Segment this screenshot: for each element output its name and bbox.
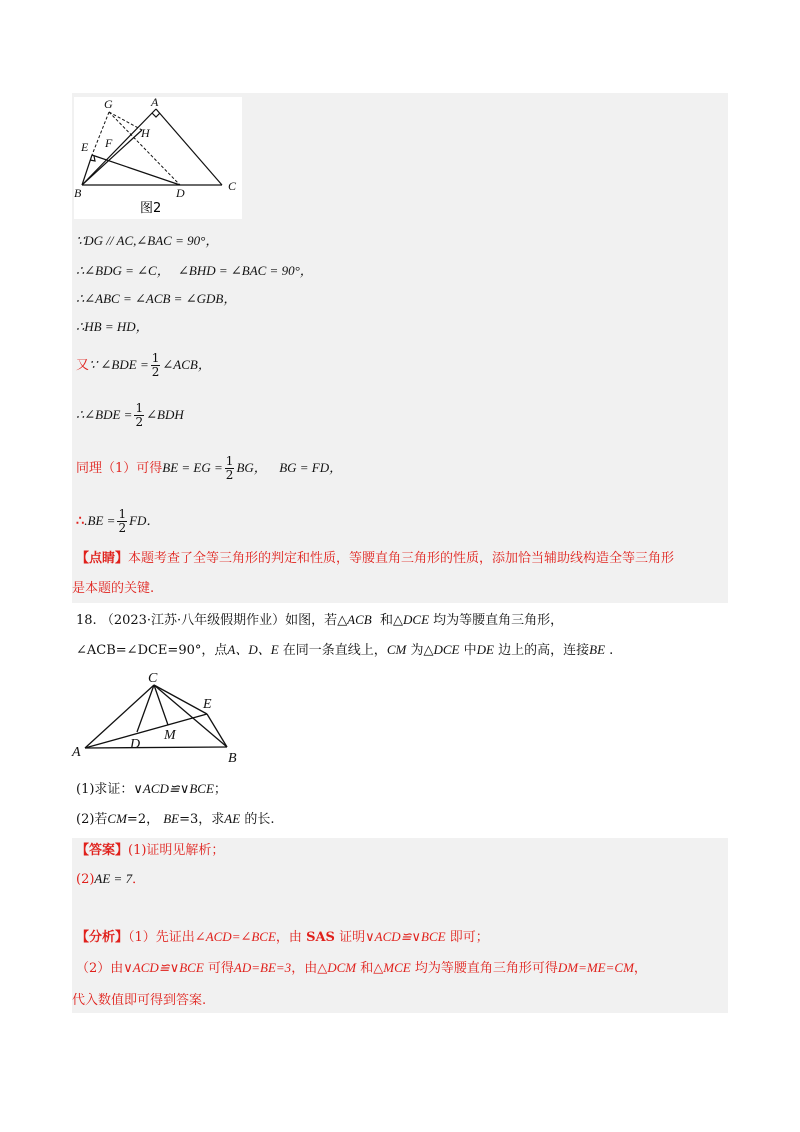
comment-line-1 <box>76 550 674 568</box>
part2-f: AE <box>224 811 241 826</box>
question-18-part-1 <box>76 780 227 799</box>
part2-c: =2， <box>126 812 160 827</box>
proof-line-8 <box>76 508 159 535</box>
fig2-label-f: F <box>105 136 113 150</box>
proof-line-7a: BE = EG = <box>162 460 223 475</box>
q18-l2d: CM <box>386 642 407 657</box>
figure-2 <box>74 97 242 219</box>
question-18-line-2 <box>76 641 613 660</box>
question-tri-1: △ACB <box>337 612 372 627</box>
q18-l2j: BE <box>589 642 606 657</box>
analysis-1g: 即可； <box>449 930 489 945</box>
q18-l2a: ∠ACB=∠DCE=90°，点 <box>76 643 228 658</box>
fig2-label-c: C <box>228 179 237 193</box>
fig2-label-b: B <box>74 186 82 200</box>
proof-line-8a: .BE = <box>84 513 116 528</box>
proof-line-8b: FD． <box>129 513 160 528</box>
analysis-2i: 均为等腰直角三角形可得 <box>414 961 558 976</box>
proof-line-2a: ∴∠BDG = ∠C， <box>76 263 170 278</box>
q18-l2c: 在同一条直线上， <box>282 643 387 658</box>
proof-line-8-num: 1 <box>118 507 127 521</box>
figure-2-diagram <box>74 97 242 219</box>
answer-2c: ． <box>132 872 146 887</box>
question-18-line-1 <box>76 611 563 630</box>
analysis-2f: △DCM <box>317 960 357 975</box>
q18-diagram <box>70 670 250 770</box>
q18-l2h: DE <box>476 642 494 657</box>
proof-line-3: ∴∠ABC = ∠ACB = ∠GDB， <box>76 291 237 306</box>
question-source: （2023·江苏·八年级假期作业）如图，若 <box>100 613 338 628</box>
analysis-2j: DM=ME=CM <box>557 960 634 975</box>
q18-label-b: B <box>228 751 237 766</box>
part1-b: ∨ACD≌∨BCE <box>133 781 214 796</box>
proof-line-7b: BG， <box>236 460 267 475</box>
proof-line-6-den: 2 <box>135 415 144 429</box>
proof-line-7c: BG = FD， <box>279 460 343 475</box>
proof-line-5 <box>76 352 211 379</box>
fig2-caption: 图2 <box>140 201 162 216</box>
part2-b: CM <box>107 811 127 826</box>
question-and: 和 <box>380 613 394 628</box>
proof-line-4: ∴HB = HD， <box>76 319 149 334</box>
proof-line-2 <box>76 262 313 281</box>
fig2-label-a: A <box>151 97 159 109</box>
analysis-1d: SAS <box>306 930 335 945</box>
q18-l2f: △DCE <box>423 642 460 657</box>
answer-2a: (2) <box>76 872 95 887</box>
part2-a: (2)若 <box>76 812 108 827</box>
answer-block <box>72 838 728 1013</box>
analysis-line-3: 代入数值即可得到答案. <box>72 993 207 1008</box>
answer-2b: AE = 7 <box>94 871 133 886</box>
analysis-1e: 证明 <box>339 930 366 945</box>
part2-d: BE <box>163 811 180 826</box>
proof-line-1: ∵DG // AC,∠BAC = 90°， <box>76 233 219 248</box>
analysis-line-1 <box>76 928 489 947</box>
analysis-2g: 和 <box>360 961 374 976</box>
analysis-2e: ，由 <box>291 961 318 976</box>
analysis-2a: （2）由 <box>76 961 124 976</box>
q18-label-c: C <box>148 671 158 686</box>
comment-text-1: 本题考查了全等三角形的判定和性质，等腰直角三角形的性质，添加恰当辅助线构造全等三角形 <box>128 551 675 566</box>
answer-line-1 <box>76 842 224 860</box>
q18-l2b: A、D、E <box>227 642 279 657</box>
question-18-figure <box>70 670 250 770</box>
proof-line-6b: ∠BDH <box>146 407 184 422</box>
part2-g: 的长. <box>244 812 275 827</box>
q18-label-a: A <box>72 745 81 760</box>
q18-label-d: D <box>130 737 141 752</box>
fig2-label-h: H <box>141 126 150 140</box>
analysis-tag: 【分析】 <box>76 930 129 945</box>
analysis-2d: AD=BE=3 <box>233 960 292 975</box>
question-rest-1: 均为等腰直角三角形， <box>433 613 564 628</box>
q18-l2g: 中 <box>463 643 477 658</box>
part1-c: ； <box>213 782 227 797</box>
proof-line-8-den: 2 <box>118 521 127 535</box>
proof-line-5b: ∠ACB， <box>162 357 211 372</box>
analysis-1c: ，由 <box>275 930 302 945</box>
part1-a: (1)求证： <box>76 782 134 797</box>
proof-line-6-num: 1 <box>135 401 144 415</box>
proof-line-6 <box>76 402 184 429</box>
proof-line-5-prefix: 又 <box>76 358 90 373</box>
q18-l2e: 为 <box>410 643 424 658</box>
answer-text-1: (1)证明见解析； <box>128 843 225 858</box>
proof-line-6a: ∴∠BDE = <box>76 407 133 422</box>
proof-line-5-num: 1 <box>151 351 160 365</box>
analysis-2c: 可得 <box>207 961 234 976</box>
question-tri-2: △DCE <box>393 612 430 627</box>
question-18-part-2 <box>76 810 274 829</box>
proof-line-7-num: 1 <box>225 454 234 468</box>
analysis-2h: △MCE <box>373 960 411 975</box>
answer-tag: 【答案】 <box>76 843 129 858</box>
analysis-line-2 <box>76 959 647 978</box>
question-number: 18. <box>76 613 97 628</box>
proof-line-7 <box>76 455 342 482</box>
comment-line-2: 是本题的关键. <box>72 581 155 596</box>
proof-line-7-prefix: 同理（1）可得 <box>76 461 163 476</box>
proof-line-8-prefix: ∴ <box>76 514 85 529</box>
part2-e: =3，求 <box>179 812 225 827</box>
analysis-1a: （1）先证出 <box>128 930 195 945</box>
q18-l2i: 边上的高，连接 <box>498 643 590 658</box>
fig2-label-g: G <box>104 97 113 111</box>
fig2-label-d: D <box>176 186 185 200</box>
fig2-label-e: E <box>81 140 89 154</box>
q18-l2k: . <box>609 643 614 658</box>
proof-line-5-den: 2 <box>151 365 160 379</box>
answer-line-2 <box>76 870 145 889</box>
analysis-1b: ∠ACD=∠BCE <box>194 929 276 944</box>
comment-tag: 【点睛】 <box>76 551 129 566</box>
q18-label-m: M <box>164 728 176 743</box>
proof-line-5a: ∵ ∠BDE = <box>89 357 149 372</box>
proof-line-7-den: 2 <box>225 468 234 482</box>
analysis-1f: ∨ACD≌∨BCE <box>365 929 446 944</box>
proof-line-2b: ∠BHD = ∠BAC = 90°， <box>177 263 313 278</box>
q18-label-e: E <box>203 697 212 712</box>
analysis-2b: ∨ACD≌∨BCE <box>123 960 204 975</box>
analysis-2k: ， <box>633 961 647 976</box>
